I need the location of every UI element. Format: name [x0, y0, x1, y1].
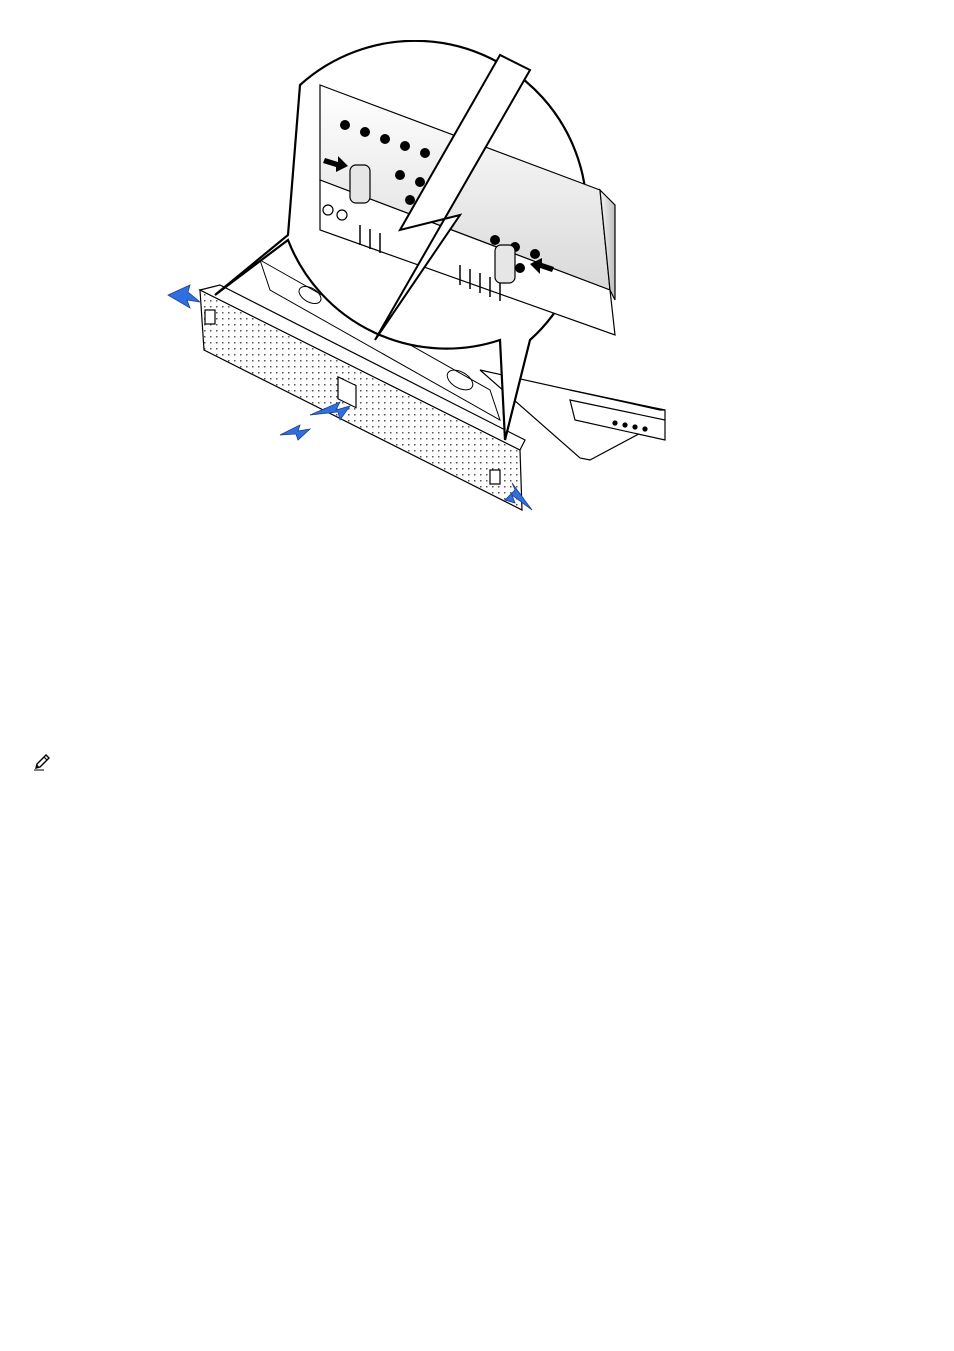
- note-pencil-icon: [32, 752, 52, 772]
- press-arrow-left-icon: [168, 285, 200, 308]
- bezel-removal-illustration: [160, 40, 680, 540]
- pull-arrow-icon: [280, 425, 310, 440]
